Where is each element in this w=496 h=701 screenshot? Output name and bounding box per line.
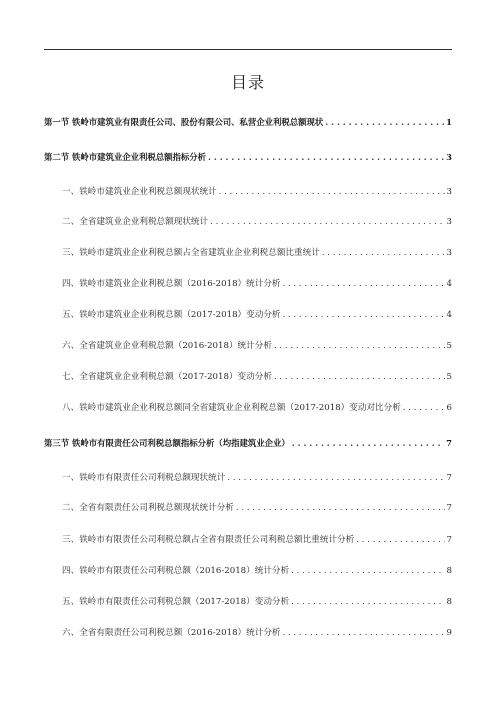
toc-entry-section-1[interactable] bbox=[44, 116, 452, 128]
dot-leader bbox=[283, 278, 445, 290]
toc-entry-page: 7 bbox=[446, 535, 452, 545]
toc-entry-label: 五、铁岭市建筑业企业利税总额（2017-2018）变动分析 bbox=[62, 310, 281, 320]
dot-leader bbox=[291, 596, 444, 608]
dot-leader bbox=[236, 502, 445, 514]
dot-leader bbox=[227, 472, 444, 484]
toc-entry-section-2[interactable] bbox=[44, 151, 452, 163]
toc-title: 目录 bbox=[230, 73, 265, 92]
dot-leader bbox=[291, 565, 444, 577]
toc-entry-page: 7 bbox=[446, 503, 452, 513]
dot-leader bbox=[210, 216, 444, 228]
toc-entry-3-2[interactable] bbox=[44, 502, 452, 514]
toc-entry-section-3[interactable] bbox=[44, 437, 452, 449]
toc-entry-page: 6 bbox=[446, 403, 452, 413]
toc-entry-label: 一、铁岭市建筑业企业利税总额现状统计 bbox=[62, 187, 217, 197]
toc-entry-page: 3 bbox=[446, 152, 452, 162]
toc-entry-3-3[interactable] bbox=[44, 534, 452, 546]
toc-entry-page: 4 bbox=[446, 310, 452, 320]
toc-entry-page: 8 bbox=[446, 566, 452, 576]
toc-entry-page: 8 bbox=[446, 597, 452, 607]
dot-leader bbox=[283, 309, 445, 321]
toc-entry-label: 六、全省建筑业企业利税总额（2016-2018）统计分析 bbox=[62, 341, 272, 351]
toc-entry-2-3[interactable] bbox=[44, 247, 452, 259]
toc-entry-3-4[interactable] bbox=[44, 565, 452, 577]
toc-entry-label: 二、全省建筑业企业利税总额现状统计 bbox=[62, 217, 209, 227]
toc-entry-label: 第一节 铁岭市建筑业有限责任公司、股份有限公司、私营企业利税总额现状 bbox=[44, 117, 324, 127]
toc-entry-2-5[interactable] bbox=[44, 309, 452, 321]
toc-entry-label: 五、铁岭市有限责任公司利税总额（2017-2018）变动分析 bbox=[62, 597, 290, 607]
toc-entry-label: 一、铁岭市有限责任公司利税总额现状统计 bbox=[62, 473, 226, 483]
toc-entry-label: 三、铁岭市有限责任公司利税总额占全省有限责任公司利税总额比重统计分析 bbox=[62, 535, 355, 545]
dot-leader bbox=[292, 437, 444, 449]
toc-entry-page: 3 bbox=[446, 187, 452, 197]
header-rule bbox=[44, 49, 452, 50]
toc-entry-3-6[interactable] bbox=[44, 627, 452, 639]
toc-entry-page: 7 bbox=[446, 473, 452, 483]
toc-entry-page: 1 bbox=[446, 117, 452, 127]
toc-entry-2-2[interactable] bbox=[44, 216, 452, 228]
toc-entry-page: 3 bbox=[446, 248, 452, 258]
toc-entry-page: 5 bbox=[446, 341, 452, 351]
toc-entry-label: 六、全省有限责任公司利税总额（2016-2018）统计分析 bbox=[62, 628, 281, 638]
toc-entry-2-8[interactable] bbox=[44, 402, 452, 414]
dot-leader bbox=[356, 534, 444, 546]
dot-leader bbox=[283, 627, 445, 639]
toc-entry-label: 三、铁岭市建筑业企业利税总额占全省建筑业企业利税总额比重统计 bbox=[62, 248, 320, 258]
toc-entry-label: 四、铁岭市建筑业企业利税总额（2016-2018）统计分析 bbox=[62, 279, 281, 289]
toc-entry-page: 4 bbox=[446, 279, 452, 289]
toc-entry-label: 七、全省建筑业企业利税总额（2017-2018）变动分析 bbox=[62, 372, 272, 382]
toc-entry-label: 二、全省有限责任公司利税总额现状统计分析 bbox=[62, 503, 234, 513]
dot-leader bbox=[325, 116, 444, 128]
dot-leader bbox=[274, 340, 445, 352]
dot-leader bbox=[322, 247, 445, 259]
dot-leader bbox=[219, 186, 445, 198]
toc-entry-2-7[interactable] bbox=[44, 371, 452, 383]
toc-entry-2-4[interactable] bbox=[44, 278, 452, 290]
dot-leader bbox=[403, 402, 445, 414]
toc-entry-label: 第二节 铁岭市建筑业企业利税总额指标分析 bbox=[44, 152, 207, 162]
toc-entry-label: 四、铁岭市有限责任公司利税总额（2016-2018）统计分析 bbox=[62, 566, 290, 576]
toc-entry-3-5[interactable] bbox=[44, 596, 452, 608]
toc-entry-3-1[interactable] bbox=[44, 472, 452, 484]
toc-entry-page: 3 bbox=[446, 217, 452, 227]
toc-entry-2-1[interactable] bbox=[44, 186, 452, 198]
toc-entry-page: 9 bbox=[446, 628, 452, 638]
toc-entry-page: 5 bbox=[446, 372, 452, 382]
toc-entry-label: 第三节 铁岭市有限责任公司利税总额指标分析（均指建筑业企业） bbox=[44, 438, 290, 448]
toc-entry-2-6[interactable] bbox=[44, 340, 452, 352]
toc-entry-page: 7 bbox=[446, 438, 452, 448]
dot-leader bbox=[208, 151, 444, 163]
dot-leader bbox=[274, 371, 445, 383]
toc-entry-label: 八、铁岭市建筑业企业利税总额同全省建筑业企业利税总额（2017-2018）变动对比分析 bbox=[62, 403, 401, 413]
